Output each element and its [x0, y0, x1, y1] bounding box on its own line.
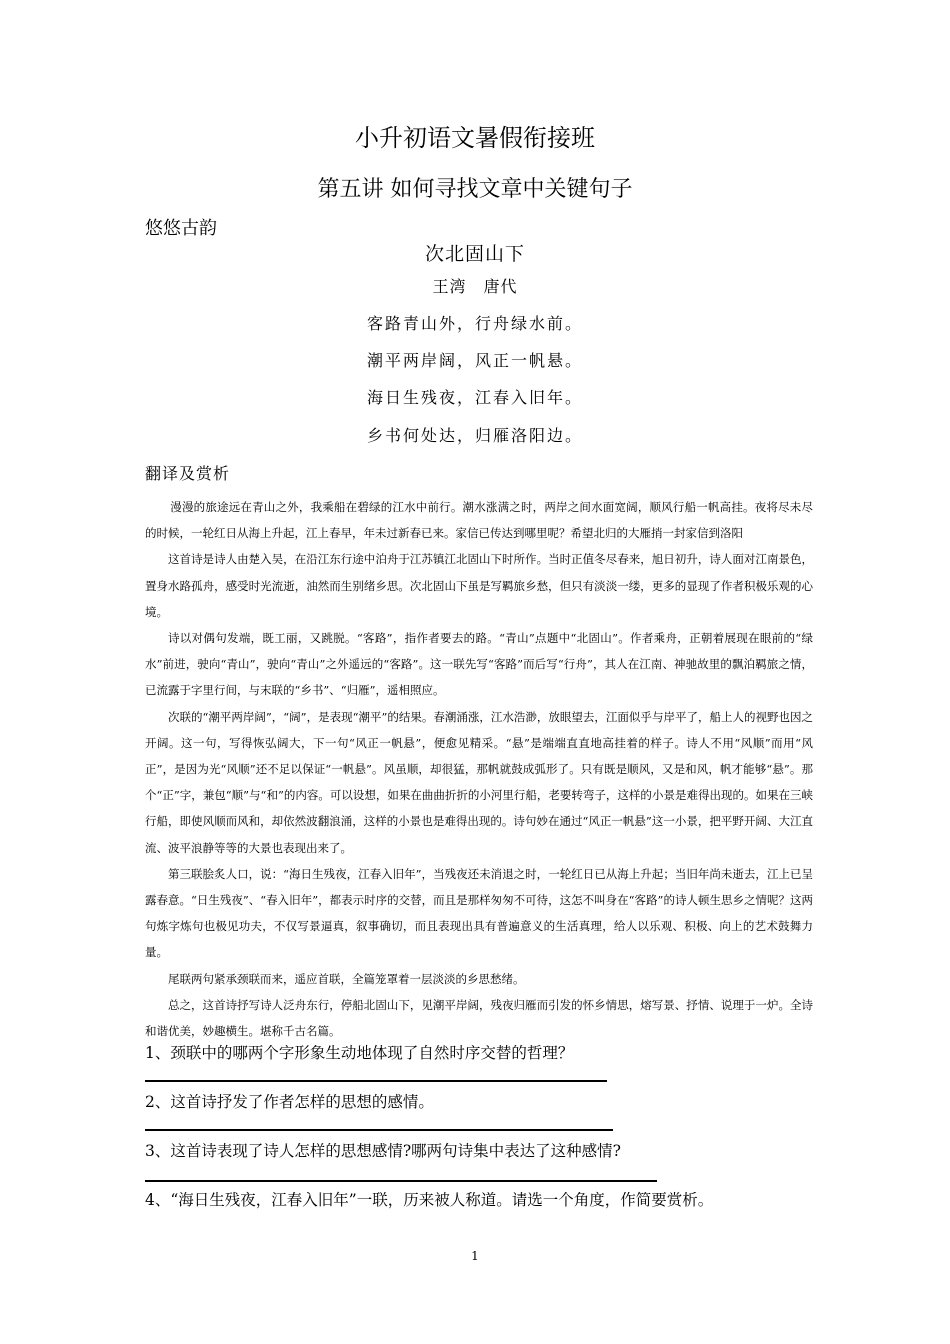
answer-line-1: [145, 1080, 607, 1082]
analysis-paragraph: 第三联脍炙人口，说：“海日生残夜，江春入旧年”，当残夜还未消退之时，一轮红日已从海上升起；当旧年尚未逝去，江上已呈露春意。“日生残夜”、“春入旧年”，都表示时序的交替，而且是那样匆匆不可待，这怎不叫身在“客路”的诗人顿生思乡之情呢？这两句炼字炼句也极见功夫，不仅写景逼真，叙事确切，而且表现出具有普遍意义的生活真理，给人以乐观、积极、向上的艺术鼓舞力量。: [145, 866, 813, 960]
page-number: 1: [471, 1249, 479, 1263]
analysis-body: [145, 494, 813, 1044]
analysis-paragraph: 次联的“潮平两岸阔”，“阔”，是表现“潮平”的结果。春潮涌涨，江水浩渺，放眼望去，江面似乎与岸平了，船上人的视野也因之开阔。这一句，写得恢弘阔大，下一句“风正一帆悬”，便愈见精采。“悬”是端端直直地高挂着的样子。诗人不用“风顺”而用“风正”，是因为光“风顺”还不足以保证“一帆悬”。风虽顺，却很猛，那帆就鼓成弧形了。只有既是顺风，又是和风，帆才能够“悬”。那个“正”字，兼包“顺”与“和”的内容。可以设想，如果在曲曲折折的小河里行船，老要转弯子，这样的小景是难得出现的。如果在三峡行船，即使风顺而风和，却依然波翻浪涌，这样的小景也是难得出现的。诗句妙在通过“风正一帆悬”这一小景，把平野开阔、大江直流、波平浪静等等的大景也表现出来了。: [145, 709, 813, 855]
question-2: 2、这首诗抒发了作者怎样的思想的感情。: [145, 1093, 434, 1111]
analysis-paragraph: 这首诗是诗人由楚入吴，在沿江东行途中泊舟于江苏镇江北固山下时所作。当时正值冬尽春来，旭日初升，诗人面对江南景色，置身水路孤舟，感受时光流逝，油然而生别绪乡思。次北固山下虽是写羁旅乡愁，但只有淡淡一缕，更多的显现了作者积极乐观的心境。: [145, 552, 813, 619]
answer-line-2: [145, 1129, 613, 1131]
answer-line-3: [145, 1180, 657, 1182]
lecture-title: 第五讲 如何寻找文章中关键句子: [317, 177, 633, 202]
analysis-paragraph: 尾联两句紧承颈联而来，遥应首联，全篇笼罩着一层淡淡的乡思愁绪。: [168, 971, 525, 986]
question-3: 3、这首诗表现了诗人怎样的思想感情?哪两句诗集中表达了这种感情?: [145, 1142, 621, 1160]
poem-line: 潮平两岸阔，风正一帆悬。: [366, 351, 583, 370]
poem-line: 乡书何处达，归雁洛阳边。: [366, 426, 583, 445]
analysis-paragraph: 总之，这首诗抒写诗人泛舟东行，停船北固山下，见潮平岸阔，残夜归雁而引发的怀乡情思，熔写景、抒情、说理于一炉。全诗和谐优美，妙趣横生。堪称千古名篇。: [145, 997, 813, 1039]
question-1: 1、颈联中的哪两个字形象生动地体现了自然时序交替的哲理？: [145, 1044, 574, 1062]
poem-author: 王湾 唐代: [432, 277, 518, 296]
poem-title: 次北固山下: [424, 243, 525, 265]
section-heading-analysis: 翻译及赏析: [145, 464, 231, 483]
poem-line: 客路青山外，行舟绿水前。: [366, 314, 583, 333]
question-4: 4、“海日生残夜，江春入旧年”一联，历来被人称道。请选一个角度，作简要赏析。: [145, 1191, 714, 1209]
main-title: 小升初语文暑假衔接班: [355, 124, 595, 152]
section-heading-classic: 悠悠古韵: [145, 218, 217, 239]
poem-line: 海日生残夜，江春入旧年。: [366, 388, 583, 407]
analysis-paragraph: 诗以对偶句发端，既工丽，又跳脱。“客路”，指作者要去的路。“青山”点题中“北固山”。作者乘舟，正朝着展现在眼前的“绿水”前进，驶向“青山”，驶向“青山”之外遥远的“客路”。这一联先写“客路”而后写“行舟”，其人在江南、神驰故里的飘泊羁旅之情，已流露于字里行间，与末联的“乡书”、“归雁”，遥相照应。: [145, 631, 813, 698]
analysis-paragraph: 漫漫的旅途远在青山之外，我乘船在碧绿的江水中前行。潮水涨满之时，两岸之间水面宽阔，顺风行船一帆高挂。夜将尽未尽的时候，一轮红日从海上升起，江上春早，年未过新春已来。家信已传达到哪里呢？希望北归的大雁捎一封家信到洛阳: [145, 500, 813, 541]
